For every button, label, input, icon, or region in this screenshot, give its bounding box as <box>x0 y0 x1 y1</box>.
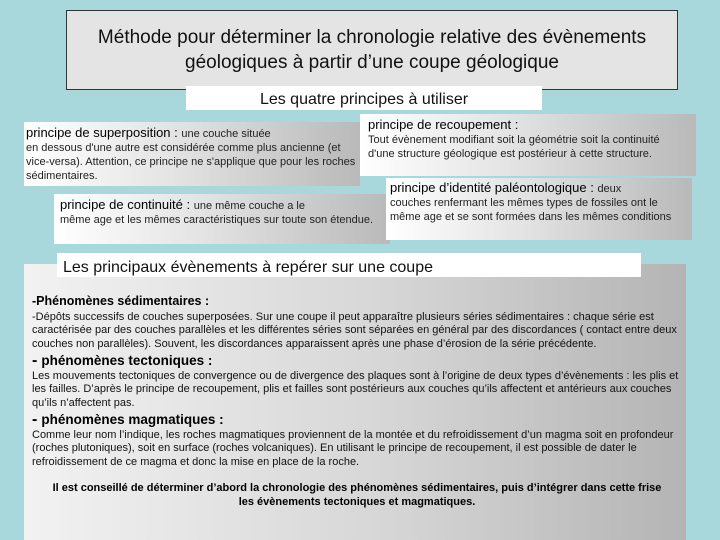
principles-heading <box>186 86 542 110</box>
conclusion: Il est conseillé de déterminer d’abord la chronologie des phénomènes sédimentaires, puis d’intégrer dans cette frise les évènements tectoniques et magmatiques. <box>52 482 662 508</box>
recoupement-sep: : <box>511 117 519 132</box>
magmatiques-title-row <box>32 413 682 427</box>
continuite-card <box>54 194 390 244</box>
identite-card <box>386 178 692 240</box>
recoupement-text: Tout évènement modifiant soit la géométrie soit la continuité d'une structure géologique est postérieur à cette structure. <box>368 134 660 160</box>
events-heading-text: Les principaux évènements à repérer sur une coupe <box>63 259 433 276</box>
recoupement-name: principe de recoupement <box>368 117 512 132</box>
identite-lead: deux <box>597 183 622 195</box>
tectoniques-title-row <box>32 354 682 368</box>
superposition-name: principe de superposition <box>26 125 171 140</box>
page-title-text: Méthode pour déterminer la chronologie relative des évènements géologiques à partir d’une coupe géologique <box>97 27 647 73</box>
identite-text: couches renfermant les mêmes types de fossiles ont le même age et se sont formées dans les mêmes conditions <box>390 197 672 223</box>
sedimentaires-title: -Phénomènes sédimentaires : <box>32 294 210 308</box>
continuite-lead: une même couche a le <box>193 200 305 212</box>
continuite-text: même age et les mêmes caractéristiques sur toute son étendue. <box>60 214 374 226</box>
identite-sep: : <box>586 180 598 195</box>
superposition-sep: : <box>170 125 182 140</box>
principles-heading-text: Les quatre principes à utiliser <box>259 91 469 108</box>
events-heading <box>57 253 641 277</box>
continuite-name: principe de continuité <box>60 197 183 212</box>
events-panel <box>24 264 686 540</box>
recoupement-card <box>360 114 696 176</box>
magmatiques-text: Comme leur nom l’indique, les roches magmatiques proviennent de la montée et du refroidissement d’un magma soit en profondeur (roches plutoniques), soit en surface (roches volcaniques). En utilisant le principe de recoupement, il est possible de dater le refroidissement de ce magma et donc la mise en place de la roche. <box>32 428 674 468</box>
sedimentaires-text: -Dépôts successifs de couches superposées. Sur une coupe il peut apparaître plusieurs séries sédimentaires : chaque série est caractérisée par des couches parallèles et les différentes séries sont séparées en général par des discordances ( contact entre deux couches non parallèles). Souvent, les discordances apparaissent après une phase d’érosion de la série précédente. <box>32 310 677 350</box>
superposition-lead: une couche située <box>181 128 271 140</box>
tectoniques-dash: - <box>32 352 38 369</box>
superposition-text: en dessous d'une autre est considérée comme plus ancienne (et vice-versa). Attention, ce principe ne s'applique que pour les roches sédimentaires. <box>26 142 356 182</box>
tectoniques-text: Les mouvements tectoniques de convergence ou de divergence des plaques sont à l’origine de deux types d’évènements : les plis et les failles. D’après le principe de recoupement, plis et failles sont postérieurs aux couches qu’ils affectent et antérieurs aux couches qu’ils n’affectent pas. <box>32 369 679 409</box>
tectoniques-title: phénomènes tectoniques : <box>41 353 213 368</box>
magmatiques-title: phénomènes magmatiques : <box>41 412 224 427</box>
superposition-card <box>24 122 360 186</box>
identite-name: principe d’identité paléontologique <box>390 180 587 195</box>
continuite-sep: : <box>182 197 194 212</box>
page-title <box>66 10 678 90</box>
magmatiques-dash: - <box>32 411 38 428</box>
